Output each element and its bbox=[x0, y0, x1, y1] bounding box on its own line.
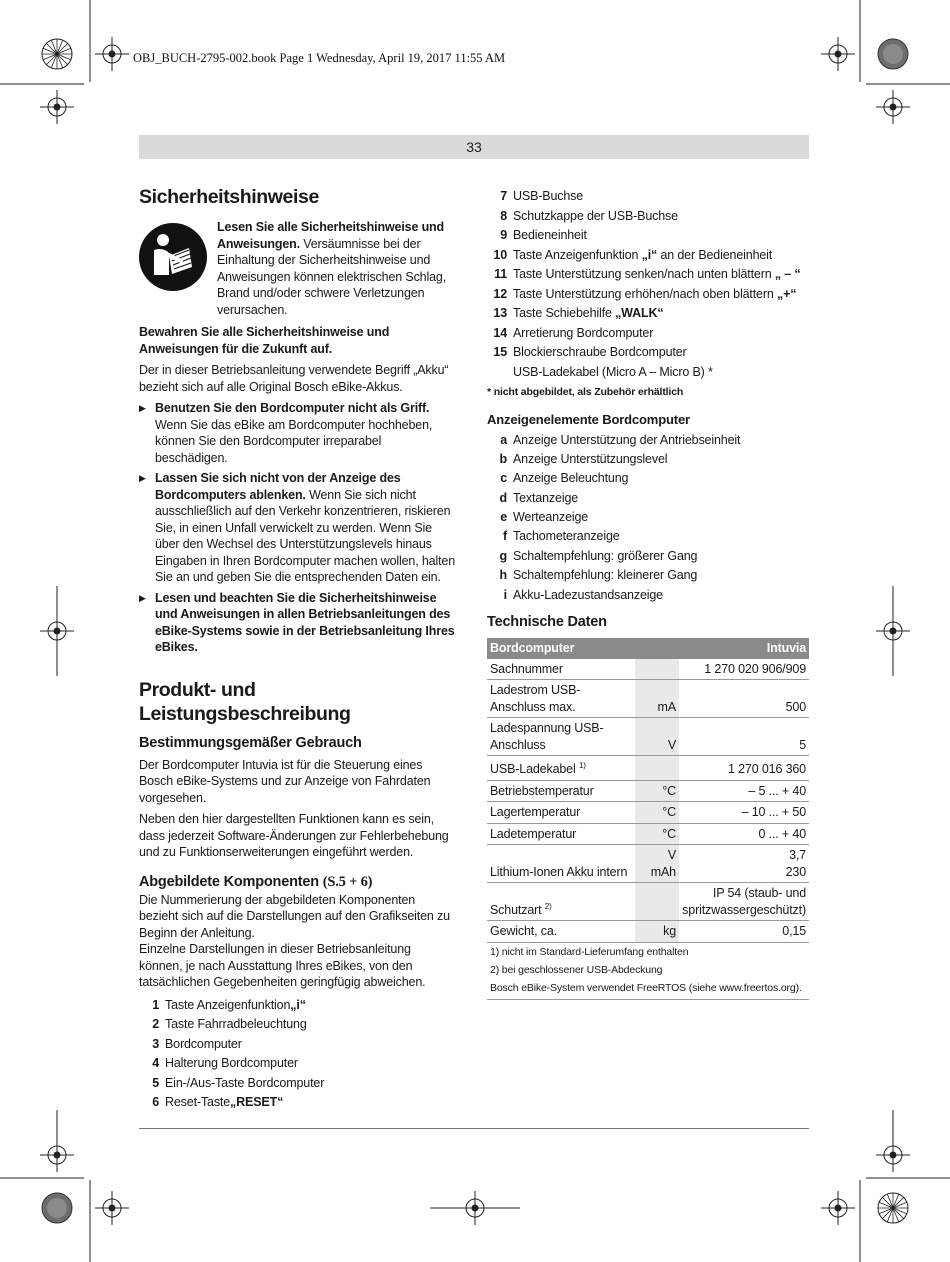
list-item bbox=[139, 1054, 457, 1074]
item-text: Bordcomputer bbox=[165, 1036, 242, 1051]
cell-text: Ladestrom USB-Anschluss max. bbox=[490, 683, 581, 714]
list-item bbox=[487, 508, 809, 527]
item-text: Taste Fahrradbeleuchtung bbox=[165, 1017, 307, 1031]
item-number: 10 bbox=[493, 247, 507, 262]
item-text: Taste Unterstützung senken/nach unten blättern bbox=[513, 267, 775, 281]
bullet-bold: Lesen und beachten Sie die Sicherheitshinweise und Anweisungen in allen Betriebsanleitungen des eBike-Systems sowie in der Betriebsanleitung Ihres eBikes. bbox=[155, 590, 455, 654]
table-cell-value: 0 ... + 40 bbox=[679, 823, 809, 845]
item-text: Taste Anzeigenfunktion bbox=[513, 247, 642, 262]
item-text: Tachometeranzeige bbox=[513, 529, 620, 544]
list-item bbox=[139, 1093, 457, 1113]
item-text: Schutzkappe der USB-Buchse bbox=[513, 208, 678, 223]
item-text: USB-Ladekabel (Micro A – Micro B) * bbox=[513, 364, 713, 379]
left-column bbox=[139, 185, 457, 1113]
table-cell-label bbox=[487, 823, 635, 845]
list-item bbox=[487, 586, 809, 605]
table-cell-label bbox=[487, 921, 635, 943]
item-number: 1 bbox=[152, 997, 159, 1012]
safety-intro-bold: Lesen Sie alle Sicherheitshinweise und Anweisungen. bbox=[217, 220, 445, 251]
item-text: Schaltempfehlung: größerer Gang bbox=[513, 548, 698, 563]
list-item bbox=[487, 363, 809, 383]
table-cell-value: 500 bbox=[679, 680, 809, 718]
item-number: 2 bbox=[152, 1017, 159, 1031]
table-note: 2) bei geschlossener USB-Abdeckung bbox=[490, 963, 663, 976]
table-row bbox=[487, 845, 809, 883]
item-text: Schaltempfehlung: kleinerer Gang bbox=[513, 568, 698, 583]
item-number: 14 bbox=[493, 325, 507, 340]
item-text: Taste Schiebehilfe bbox=[513, 306, 616, 320]
cell-text: Betriebstemperatur bbox=[490, 783, 594, 798]
intended-use-p1: Der Bordcomputer Intuvia ist für die Steuerung eines Bosch eBike-Systems und zur Anzeige von Fahrdaten vorgesehen. bbox=[139, 757, 431, 805]
item-text: Anzeige Unterstützungslevel bbox=[513, 451, 668, 466]
table-cell-unit bbox=[635, 756, 679, 781]
item-text: Textanzeige bbox=[513, 490, 579, 505]
item-text: Taste Unterstützung erhöhen/nach oben blättern bbox=[513, 286, 777, 301]
safety-intro-rest: Versäumnisse bei der Einhaltung der Sicherheitshinweise und Anweisungen können elektrischen Schlag, Brand und/oder schwere Verletzungen verursachen. bbox=[217, 236, 447, 317]
item-bold: „ – “ bbox=[774, 267, 801, 281]
bullet-text: Wenn Sie das eBike am Bordcomputer hochheben, können Sie den Bordcomputer irreparabel beschädigen. bbox=[155, 417, 433, 465]
right-column bbox=[487, 187, 809, 1000]
components-heading bbox=[139, 873, 457, 892]
display-elements-heading: Anzeigenelemente Bordcomputer bbox=[487, 411, 690, 427]
list-item bbox=[487, 547, 809, 566]
table-cell-value: 3,7 230 bbox=[679, 845, 809, 883]
table-cell-unit: V mAh bbox=[635, 845, 679, 883]
item-letter: a bbox=[500, 432, 507, 447]
table-cell-unit: mA bbox=[635, 680, 679, 718]
table-header-right: Intuvia bbox=[679, 638, 809, 659]
table-cell-label bbox=[487, 718, 635, 756]
cell-text: Gewicht, ca. bbox=[490, 924, 557, 939]
bullet-triangle-icon: ▶ bbox=[139, 592, 146, 603]
item-text: Arretierung Bordcomputer bbox=[513, 325, 654, 340]
table-row bbox=[487, 780, 809, 802]
table-cell-label bbox=[487, 802, 635, 824]
item-number: 6 bbox=[152, 1095, 159, 1109]
components-p1: Die Nummerierung der abgebildeten Komponenten bezieht sich auf die Darstellungen auf den Grafikseiten zu Beginn der Anleitung. bbox=[139, 892, 450, 940]
list-item bbox=[487, 285, 809, 305]
list-item bbox=[487, 226, 809, 246]
table-cell-unit bbox=[635, 883, 679, 921]
tech-data-table bbox=[487, 638, 809, 943]
table-row bbox=[487, 802, 809, 824]
list-item bbox=[139, 1074, 457, 1094]
safety-bullet bbox=[139, 470, 457, 586]
item-number: 7 bbox=[500, 189, 507, 203]
item-text: Anzeige Unterstützung der Antriebseinheit bbox=[513, 432, 741, 447]
item-text: Blockierschraube Bordcomputer bbox=[513, 345, 687, 359]
item-letter: b bbox=[499, 451, 507, 466]
item-text: Halterung Bordcomputer bbox=[165, 1056, 298, 1070]
item-letter: i bbox=[503, 587, 507, 602]
footnote-marker: 2) bbox=[544, 901, 552, 911]
cell-text: Ladespannung USB-Anschluss bbox=[490, 721, 604, 752]
table-row bbox=[487, 823, 809, 845]
table-cell-value: IP 54 (staub- und spritzwassergeschützt) bbox=[679, 883, 809, 921]
item-number: 13 bbox=[493, 306, 507, 320]
table-cell-unit bbox=[635, 659, 679, 680]
item-bold: „RESET“ bbox=[230, 1095, 284, 1109]
list-item bbox=[487, 207, 809, 227]
list-item bbox=[487, 489, 809, 508]
bullet-text: Wenn Sie sich nicht ausschließlich auf den Verkehr konzentrieren, riskieren Sie, in einen Unfall verwickelt zu werden. Wenn Sie über den Wechsel des Unterstützungslevels hinaus Eingaben in Ihren Bordcomputer machen wollen, halten Sie an und geben Sie die entsprechenden Daten ein. bbox=[155, 487, 456, 584]
list-item bbox=[487, 469, 809, 488]
item-text: Bedieneinheit bbox=[513, 228, 587, 242]
table-body bbox=[487, 659, 809, 943]
table-note: Bosch eBike-System verwendet FreeRTOS (siehe www.freertos.org). bbox=[490, 981, 802, 994]
table-cell-unit: °C bbox=[635, 780, 679, 802]
item-letter: g bbox=[499, 548, 507, 563]
item-text: USB-Buchse bbox=[513, 189, 584, 203]
item-number bbox=[487, 363, 507, 383]
cell-text: Lagertemperatur bbox=[490, 805, 581, 820]
intended-use-p2: Neben den hier dargestellten Funktionen kann es sein, dass jederzeit Software-Änderungen zur Fehlerbehebung und zu Funktionserweiterungen eingeführt werden. bbox=[139, 812, 449, 859]
safety-intro-text bbox=[217, 219, 457, 318]
cell-text: Sachnummer bbox=[490, 661, 563, 676]
bottom-rule bbox=[139, 1128, 809, 1129]
bullet-bold: Benutzen Sie den Bordcomputer nicht als Griff. bbox=[155, 401, 430, 415]
list-item bbox=[139, 1015, 457, 1035]
table-cell-label bbox=[487, 845, 635, 883]
item-text: Anzeige Beleuchtung bbox=[513, 471, 629, 486]
table-row bbox=[487, 921, 809, 943]
print-file-info: OBJ_BUCH-2795-002.book Page 1 Wednesday, April 19, 2017 11:55 AM bbox=[133, 51, 506, 65]
table-cell-label bbox=[487, 780, 635, 802]
item-number: 8 bbox=[500, 208, 507, 223]
product-heading: Produkt- und Leistungsbeschreibung bbox=[139, 678, 351, 725]
table-cell-value: 0,15 bbox=[679, 921, 809, 943]
list-item bbox=[487, 431, 809, 450]
read-manual-icon bbox=[139, 223, 207, 291]
item-text: Taste Anzeigenfunktion bbox=[165, 997, 291, 1012]
page-number: 33 bbox=[139, 135, 809, 159]
cell-text: Schutzart bbox=[490, 902, 542, 917]
item-letter: c bbox=[500, 471, 507, 486]
bullet-bold: Lassen Sie sich nicht von der Anzeige des Bordcomputers ablenken. bbox=[155, 471, 401, 502]
akku-note: Der in dieser Betriebsanleitung verwendete Begriff „Akku“ bezieht sich auf alle Original Bosch eBike-Akkus. bbox=[139, 363, 449, 394]
table-cell-value: 5 bbox=[679, 718, 809, 756]
item-letter: e bbox=[500, 510, 507, 525]
safety-bullet bbox=[139, 590, 457, 656]
list-item bbox=[487, 566, 809, 585]
components-p2: Einzelne Darstellungen in dieser Betriebsanleitung können, je nach Ausstattung Ihres eBikes, von den tatsächlichen Gegebenheiten geringfügig abweichen. bbox=[139, 942, 426, 989]
safety-heading: Sicherheitshinweise bbox=[139, 186, 319, 208]
item-text: Ein-/Aus-Taste Bordcomputer bbox=[165, 1075, 325, 1090]
table-cell-unit: V bbox=[635, 718, 679, 756]
item-text: Akku-Ladezustandsanzeige bbox=[513, 587, 663, 602]
table-cell-unit: °C bbox=[635, 802, 679, 824]
table-header-row bbox=[487, 638, 809, 659]
safety-bullet bbox=[139, 400, 457, 466]
components-ref: (S.5 + 6) bbox=[322, 873, 373, 890]
table-row bbox=[487, 756, 809, 781]
cell-text: Ladetemperatur bbox=[490, 826, 577, 841]
table-cell-value: – 10 ... + 50 bbox=[679, 802, 809, 824]
table-row bbox=[487, 680, 809, 718]
list-item bbox=[139, 1035, 457, 1055]
item-bold: „WALK“ bbox=[615, 306, 664, 320]
list-item bbox=[487, 450, 809, 469]
components-title: Abgebildete Komponenten bbox=[139, 873, 319, 890]
item-letter: h bbox=[499, 568, 507, 583]
item-number: 12 bbox=[493, 286, 507, 301]
table-cell-unit: °C bbox=[635, 823, 679, 845]
bullet-triangle-icon: ▶ bbox=[139, 403, 146, 413]
list-item bbox=[487, 324, 809, 344]
list-item bbox=[487, 527, 809, 546]
item-text: Werteanzeige bbox=[513, 510, 589, 525]
item-after: an der Bedieneinheit bbox=[657, 247, 773, 262]
table-cell-label bbox=[487, 756, 635, 781]
table-cell-value: – 5 ... + 40 bbox=[679, 780, 809, 802]
table-row bbox=[487, 718, 809, 756]
item-letter: d bbox=[499, 490, 507, 505]
display-elements-list bbox=[487, 431, 809, 606]
table-notes bbox=[487, 943, 809, 1000]
item-number: 15 bbox=[493, 345, 507, 359]
item-number: 5 bbox=[152, 1075, 159, 1090]
item-number: 3 bbox=[152, 1036, 159, 1051]
item-bold: „i“ bbox=[641, 247, 658, 262]
list-item bbox=[487, 246, 809, 266]
list-item bbox=[487, 343, 809, 363]
item-number: 4 bbox=[152, 1056, 159, 1070]
keep-instructions: Bewahren Sie alle Sicherheitshinweise und Anweisungen für die Zukunft auf. bbox=[139, 325, 390, 356]
list-item bbox=[487, 265, 809, 285]
bullet-triangle-icon: ▶ bbox=[139, 473, 146, 483]
intended-use-heading: Bestimmungsgemäßer Gebrauch bbox=[139, 734, 362, 751]
table-cell-label bbox=[487, 659, 635, 680]
accessory-footnote: * nicht abgebildet, als Zubehör erhältlich bbox=[487, 386, 684, 398]
components-list-left bbox=[139, 996, 457, 1113]
tech-data-heading: Technische Daten bbox=[487, 614, 607, 631]
cell-text: Lithium-Ionen Akku intern bbox=[490, 864, 628, 879]
components-list-right bbox=[487, 187, 809, 382]
table-cell-value: 1 270 020 906/909 bbox=[679, 659, 809, 680]
list-item bbox=[487, 187, 809, 207]
item-text: Reset-Taste bbox=[165, 1095, 231, 1109]
table-cell-value: 1 270 016 360 bbox=[679, 756, 809, 781]
item-number: 9 bbox=[500, 228, 507, 242]
item-letter: f bbox=[502, 529, 507, 544]
table-cell-unit: kg bbox=[635, 921, 679, 943]
table-row bbox=[487, 659, 809, 680]
list-item bbox=[487, 304, 809, 324]
table-cell-label bbox=[487, 883, 635, 921]
cell-text: USB-Ladekabel bbox=[490, 762, 576, 777]
item-bold: „i“ bbox=[290, 997, 306, 1012]
safety-intro bbox=[139, 219, 457, 318]
table-header-left: Bordcomputer bbox=[487, 638, 679, 659]
item-number: 11 bbox=[494, 267, 507, 281]
list-item bbox=[139, 996, 457, 1016]
footnote-marker: 1) bbox=[578, 761, 586, 771]
table-note: 1) nicht im Standard-Lieferumfang enthalten bbox=[490, 945, 689, 958]
table-cell-label bbox=[487, 680, 635, 718]
item-bold: „+“ bbox=[776, 286, 797, 301]
table-row bbox=[487, 883, 809, 921]
